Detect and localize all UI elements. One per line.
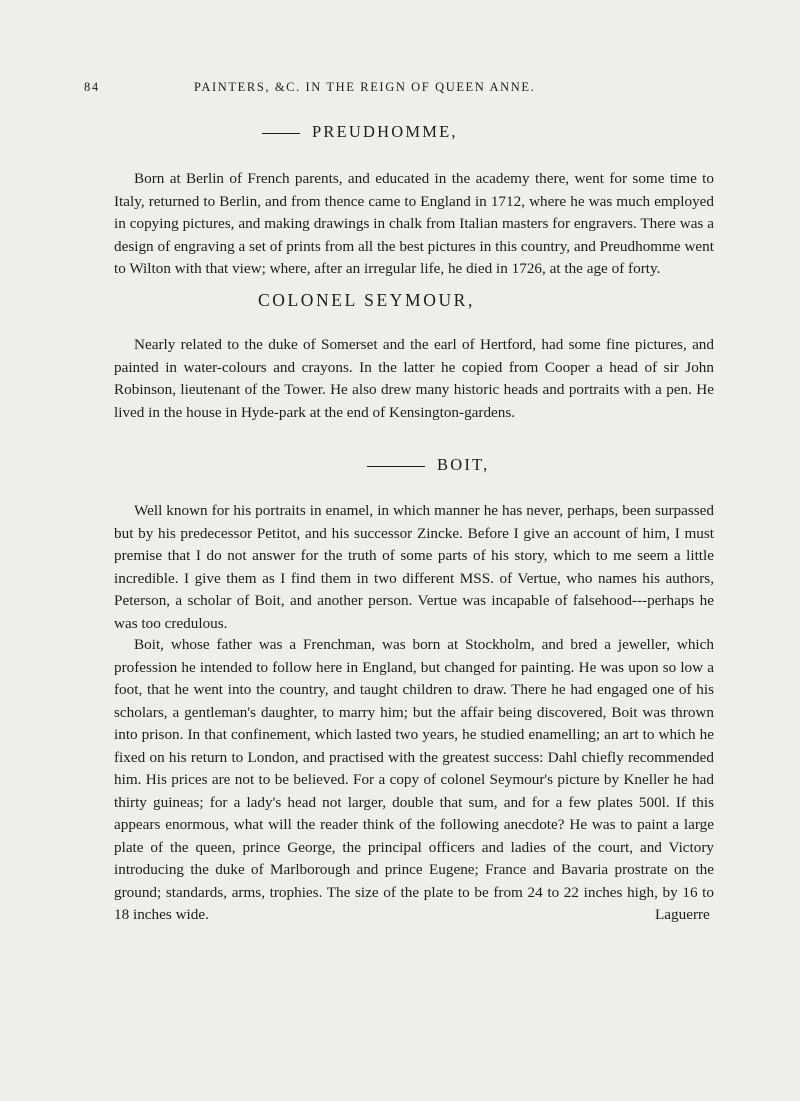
page-number: 84 — [84, 80, 100, 94]
heading-preudhomme — [262, 122, 458, 142]
paragraph-seymour: Nearly related to the duke of Somerset and the earl of Hertford, had some fine pictures, and painted in water-colours and crayons. In the latter he copied from Cooper a head of sir John Robinson, lieutenant of the Tower. He also drew many historic heads and portraits with a pen. He lived in the house in Hyde-park at the end of Kensington-gardens. — [114, 336, 714, 421]
heading-text: COLONEL SEYMOUR, — [258, 290, 475, 310]
running-head-title: PAINTERS, &C. IN THE REIGN OF QUEEN ANNE. — [194, 80, 536, 94]
paragraph-boit-life: Boit, whose father was a Frenchman, was born at Stockholm, and bred a jeweller, which profession he intended to follow here in England, but changed for painting. He was upon so low a foot, that he went into the country, and taught children to draw. There he had engaged one of his scholars, a gentleman's daughter, to marry him; but the affair being discovered, Boit was thrown into prison. In that confinement, which lasted two years, he studied enamelling; an art to which he fixed on his return to London, and practised with the greatest success: Dahl chiefly recommended him. His prices are not to be believed. For a copy of colonel Seymour's picture by Kneller he had thirty guineas; for a lady's head not larger, double that sum, and for a few plates 500l. If this appears enormous, what will the reader think of the following anecdote? He was to paint a large plate of the queen, prince George, the principal officers and ladies of the court, and Victory introducing the duke of Marlborough and prince Eugene; France and Bavaria prostrate on the ground; standards, arms, trophies. The size of the plate to be from 24 to 22 inches high, by 16 to 18 inches wide. — [114, 636, 714, 923]
paragraph-preudhomme: Born at Berlin of French parents, and educated in the academy there, went for some time to Italy, returned to Berlin, and from thence came to England in 1712, where he was much employed in copying pictures, and making drawings in chalk from Italian masters for engravers. There was a design of engraving a set of prints from all the best pictures in this country, and Preudhomme went to Wilton with that view; where, after an irregular life, he died in 1726, at the age of forty. — [114, 170, 714, 277]
heading-colonel-seymour — [258, 290, 475, 311]
paragraph-boit-intro: Well known for his portraits in enamel, in which manner he has never, perhaps, been surpassed but by his predecessor Petitot, and his successor Zincke. Before I give an account of him, I must premise that I do not answer for the truth of some parts of his story, which to me seem a little incredible. I give them as I find them in two different MSS. of Vertue, who names his authors, Peterson, a scholar of Boit, and another person. Vertue was incapable of falsehood---perhaps he was too credulous. — [114, 502, 714, 632]
heading-rule — [367, 466, 425, 467]
heading-boit — [367, 455, 489, 475]
heading-rule — [262, 133, 300, 134]
heading-text: PREUDHOMME, — [312, 122, 458, 141]
heading-text: BOIT, — [437, 455, 490, 474]
catchword: Laguerre — [655, 906, 710, 923]
